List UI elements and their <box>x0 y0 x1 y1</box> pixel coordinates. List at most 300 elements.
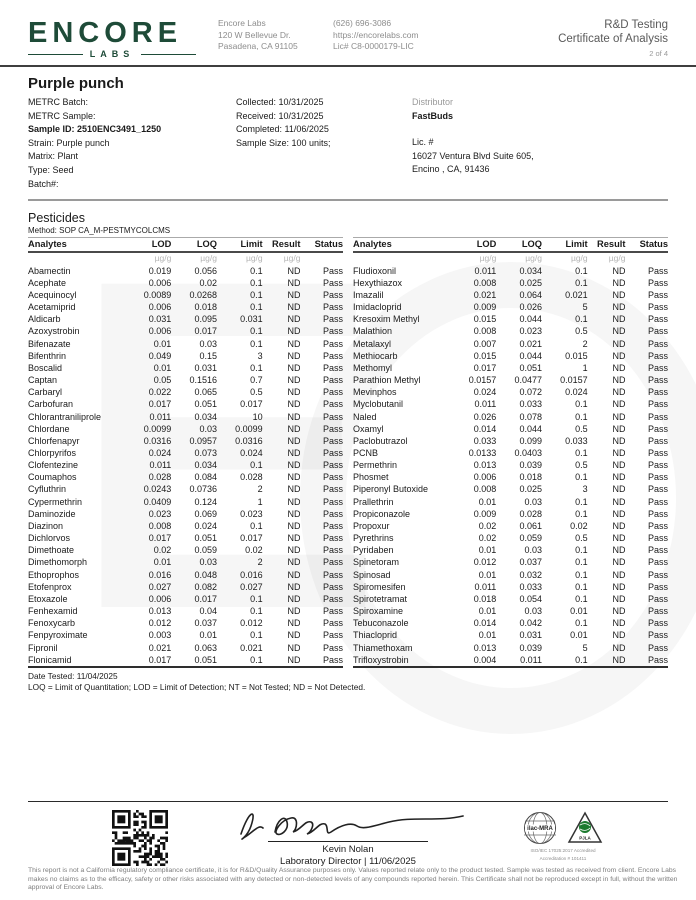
result-value: ND <box>612 435 626 446</box>
unit-lod: µg/g <box>479 253 497 264</box>
table-row <box>28 532 343 544</box>
loq-value: 0.124 <box>194 496 217 507</box>
table-row <box>28 398 343 410</box>
status-value: Pass <box>322 448 343 458</box>
table-row <box>353 374 668 386</box>
analyte-name: Azoxystrobin <box>28 326 80 337</box>
lod-value: 0.01 <box>153 338 172 349</box>
limit-value: 0.1 <box>575 448 588 458</box>
limit-value: 0.033 <box>565 435 588 446</box>
status-value: Pass <box>322 277 343 288</box>
table-row <box>28 338 343 350</box>
analyte-name: Myclobutanil <box>353 399 404 410</box>
result-value: ND <box>612 606 626 617</box>
lod-value: 0.012 <box>148 618 172 629</box>
lod-value: 0.011 <box>474 265 497 276</box>
loq-value: 0.065 <box>194 387 217 398</box>
limit-value: 5 <box>582 302 588 313</box>
lod-value: 0.004 <box>473 654 497 665</box>
loq-value: 0.037 <box>194 618 217 629</box>
lod-value: 0.02 <box>478 520 497 531</box>
analyte-name: Carbaryl <box>28 387 63 398</box>
analyte-name: Carbofuran <box>28 399 74 410</box>
table-row <box>353 569 668 581</box>
analyte-name: Dimethoate <box>28 545 75 556</box>
loq-value: 0.072 <box>519 387 542 398</box>
lod-value: 0.023 <box>148 508 172 519</box>
result-value: ND <box>287 387 301 398</box>
table-row <box>353 581 668 593</box>
loq-value: 0.095 <box>194 314 217 325</box>
status-value: Pass <box>647 277 668 288</box>
table-row <box>353 629 668 641</box>
table-row <box>353 435 668 447</box>
lod-value: 0.021 <box>148 642 172 653</box>
analyte-name: Malathion <box>353 326 393 337</box>
loq-value: 0.078 <box>519 411 542 422</box>
result-value: ND <box>287 448 301 458</box>
status-value: Pass <box>322 654 343 665</box>
analyte-name: Methiocarb <box>353 350 398 361</box>
lod-value: 0.006 <box>473 472 497 483</box>
result-value: ND <box>287 606 301 617</box>
lod-value: 0.011 <box>474 399 497 410</box>
result-value: ND <box>612 654 626 665</box>
analyte-name: Daminozide <box>28 508 76 519</box>
qr-code <box>112 810 168 866</box>
loq-value: 0.0477 <box>514 375 542 386</box>
limit-value: 2 <box>257 484 263 495</box>
loq-value: 0.054 <box>519 593 542 604</box>
result-value: ND <box>287 533 301 544</box>
limit-value: 0.1 <box>250 289 263 300</box>
result-value: ND <box>287 654 301 665</box>
lod-value: 0.021 <box>473 289 497 300</box>
status-value: Pass <box>322 411 343 422</box>
result-value: ND <box>612 642 626 653</box>
result-value: ND <box>612 460 626 471</box>
limit-value: 0.02 <box>570 520 588 531</box>
table-row <box>28 508 343 520</box>
analyte-name: Ethoprophos <box>28 569 80 580</box>
loq-value: 0.02 <box>199 277 217 288</box>
loq-value: 0.034 <box>519 265 542 276</box>
analyte-name: Spinetoram <box>353 557 400 568</box>
status-value: Pass <box>647 508 668 519</box>
lod-value: 0.006 <box>148 302 172 313</box>
lod-value: 0.0099 <box>143 423 172 434</box>
lod-value: 0.007 <box>473 338 497 349</box>
limit-value: 0.1 <box>575 399 588 410</box>
lod-value: 0.026 <box>473 411 497 422</box>
status-value: Pass <box>322 375 343 386</box>
table-row <box>28 301 343 313</box>
loq-value: 0.034 <box>194 411 217 422</box>
analyte-name: Fenpyroximate <box>28 630 88 641</box>
loq-value: 0.073 <box>194 448 217 458</box>
analyte-name: Coumaphos <box>28 472 77 483</box>
result-value: ND <box>612 277 626 288</box>
result-value: ND <box>612 484 626 495</box>
loq-value: 0.023 <box>519 326 542 337</box>
result-value: ND <box>287 642 301 653</box>
analyte-name: Dichlorvos <box>28 533 71 544</box>
limit-value: 0.1 <box>250 362 263 373</box>
table-row <box>353 508 668 520</box>
result-value: ND <box>287 545 301 556</box>
loq-value: 0.017 <box>194 326 217 337</box>
result-value: ND <box>287 277 301 288</box>
limit-value: 0.1 <box>250 654 263 665</box>
table-row <box>353 313 668 325</box>
limit-value: 0.1 <box>575 654 588 665</box>
limit-value: 0.028 <box>240 472 263 483</box>
lod-value: 0.01 <box>478 569 497 580</box>
table-row <box>353 605 668 617</box>
logo-labs-text: LABS <box>89 49 135 59</box>
table-row <box>28 435 343 447</box>
table-row <box>353 338 668 350</box>
lod-value: 0.024 <box>148 448 172 458</box>
lod-value: 0.02 <box>478 533 497 544</box>
limit-value: 0.1 <box>575 593 588 604</box>
pesticides-section-title: Pesticides <box>28 211 85 226</box>
analyte-name: Paclobutrazol <box>353 435 408 446</box>
status-value: Pass <box>322 387 343 398</box>
sample-field: METRC Sample: <box>28 110 96 121</box>
status-value: Pass <box>647 557 668 568</box>
lod-value: 0.017 <box>473 362 497 373</box>
signer-name: Kevin Nolan <box>322 844 374 855</box>
table-row <box>353 301 668 313</box>
analyte-name: Boscalid <box>28 362 63 373</box>
status-value: Pass <box>322 484 343 495</box>
report-title-block <box>558 18 668 58</box>
analyte-name: Pyrethrins <box>353 533 394 544</box>
col-result: Result <box>263 238 301 253</box>
sample-field: Completed: 11/06/2025 <box>236 124 329 135</box>
limit-value: 0.024 <box>565 387 588 398</box>
table-header-row <box>353 238 668 253</box>
result-value: ND <box>612 569 626 580</box>
lod-value: 0.008 <box>473 484 497 495</box>
analyte-name: Oxamyl <box>353 423 384 434</box>
loq-value: 0.032 <box>519 569 542 580</box>
analyte-name: Trifloxystrobin <box>353 654 409 665</box>
limit-value: 0.1 <box>575 545 588 556</box>
limit-value: 1 <box>257 496 263 507</box>
signature-block <box>208 798 488 868</box>
lod-value: 0.033 <box>473 435 497 446</box>
col-limit: Limit <box>217 238 263 253</box>
page-number: 2 of 4 <box>649 49 668 58</box>
analyte-name: Chlordane <box>28 423 70 434</box>
result-value: ND <box>612 350 626 361</box>
result-value: ND <box>612 448 626 458</box>
logo-rule-right <box>141 54 196 55</box>
lod-value: 0.017 <box>148 533 172 544</box>
abbreviation-definitions: LOQ = Limit of Quantitation; LOD = Limit of Detection; NT = Not Tested; ND = Not Detected. <box>28 681 366 692</box>
result-value: ND <box>612 399 626 410</box>
loq-value: 0.033 <box>519 399 542 410</box>
lod-value: 0.015 <box>473 314 497 325</box>
loq-value: 0.069 <box>194 508 217 519</box>
result-value: ND <box>612 533 626 544</box>
result-value: ND <box>287 326 301 337</box>
analyte-name: Captan <box>28 375 58 386</box>
col-status: Status <box>300 238 343 253</box>
limit-value: 0.1 <box>575 581 588 592</box>
table-row <box>353 642 668 654</box>
table-row <box>353 277 668 289</box>
analyte-name: Spiroxamine <box>353 606 404 617</box>
table-row <box>353 520 668 532</box>
status-value: Pass <box>647 338 668 349</box>
status-value: Pass <box>322 606 343 617</box>
lod-value: 0.008 <box>473 326 497 337</box>
status-value: Pass <box>322 289 343 300</box>
analyte-name: Imazalil <box>353 289 384 300</box>
lod-value: 0.019 <box>148 265 172 276</box>
limit-value: 0.7 <box>250 375 263 386</box>
status-value: Pass <box>322 265 343 276</box>
lod-value: 0.012 <box>473 557 497 568</box>
analyte-name: Cyfluthrin <box>28 484 67 495</box>
analyte-name: Chlorpyrifos <box>28 448 77 458</box>
sample-field: Type: Seed <box>28 164 74 175</box>
unit-limit: µg/g <box>245 253 263 264</box>
status-value: Pass <box>322 350 343 361</box>
status-value: Pass <box>647 387 668 398</box>
analyte-name: Propiconazole <box>353 508 411 519</box>
loq-value: 0.099 <box>519 435 542 446</box>
loq-value: 0.026 <box>519 302 542 313</box>
lod-value: 0.01 <box>478 496 497 507</box>
analyte-name: Propoxur <box>353 520 390 531</box>
limit-value: 0.01 <box>570 606 588 617</box>
lod-value: 0.031 <box>148 314 172 325</box>
status-value: Pass <box>322 326 343 337</box>
result-value: ND <box>287 630 301 641</box>
result-value: ND <box>287 496 301 507</box>
pesticides-tables <box>28 237 668 668</box>
status-value: Pass <box>322 423 343 434</box>
result-value: ND <box>612 545 626 556</box>
encore-labs-logo <box>28 18 196 59</box>
loq-value: 0.084 <box>194 472 217 483</box>
lab-phone: (626) 696-3086 <box>333 18 392 28</box>
loq-value: 0.051 <box>519 362 542 373</box>
status-value: Pass <box>322 557 343 568</box>
lod-value: 0.013 <box>473 460 497 471</box>
lod-value: 0.009 <box>473 508 497 519</box>
table-row <box>353 459 668 471</box>
limit-value: 0.1 <box>575 618 588 629</box>
lod-value: 0.015 <box>473 350 497 361</box>
loq-value: 0.051 <box>194 654 217 665</box>
loq-value: 0.082 <box>194 581 217 592</box>
table-row <box>353 350 668 362</box>
lod-value: 0.0133 <box>468 448 497 458</box>
limit-value: 0.1 <box>250 520 263 531</box>
loq-value: 0.033 <box>519 581 542 592</box>
limit-value: 0.5 <box>575 460 588 471</box>
loq-value: 0.021 <box>519 338 542 349</box>
table-row <box>353 362 668 374</box>
loq-value: 0.028 <box>519 508 542 519</box>
table-row <box>28 569 343 581</box>
col-analytes: Analytes <box>28 238 126 253</box>
analyte-name: Imidacloprid <box>353 302 402 313</box>
result-value: ND <box>612 423 626 434</box>
result-value: ND <box>287 411 301 422</box>
analyte-name: Prallethrin <box>353 496 394 507</box>
status-value: Pass <box>322 545 343 556</box>
table-row <box>28 483 343 495</box>
table-row <box>353 398 668 410</box>
analyte-name: Etofenprox <box>28 581 72 592</box>
loq-value: 0.051 <box>194 399 217 410</box>
lod-value: 0.02 <box>153 545 172 556</box>
table-row <box>28 350 343 362</box>
lod-value: 0.016 <box>148 569 172 580</box>
loq-value: 0.044 <box>519 350 542 361</box>
result-value: ND <box>612 265 626 276</box>
limit-value: 0.1 <box>250 338 263 349</box>
lod-value: 0.009 <box>473 302 497 313</box>
result-value: ND <box>287 460 301 471</box>
status-value: Pass <box>647 472 668 483</box>
analyte-name: Kresoxim Methyl <box>353 314 420 325</box>
disclaimer-text: This report is not a California regulatory compliance certificate, it is for R&D/Quality Assurance purposes only. Values reported relate only to the product tested. Sample was tested as received from client. Encore Labs makes no claims as to the efficacy, safety or other risks associated with any detected or non-detected levels of any compounds reported herein. This Certificate shall not be reproduced except in full, without the written approval of Encore Labs. <box>28 867 678 892</box>
loq-value: 0.042 <box>519 618 542 629</box>
unit-loq: µg/g <box>200 253 217 264</box>
lod-value: 0.022 <box>148 387 172 398</box>
limit-value: 3 <box>257 350 263 361</box>
loq-value: 0.044 <box>519 314 542 325</box>
table-row <box>28 447 343 459</box>
table-row <box>28 459 343 471</box>
status-value: Pass <box>322 338 343 349</box>
limit-value: 0.1 <box>575 508 588 519</box>
status-value: Pass <box>647 569 668 580</box>
table-row <box>353 532 668 544</box>
analyte-name: Clofentezine <box>28 460 79 471</box>
analyte-name: Abamectin <box>28 265 71 276</box>
lod-value: 0.0409 <box>143 496 172 507</box>
result-value: ND <box>287 508 301 519</box>
loq-value: 0.15 <box>199 350 217 361</box>
distributor-block <box>412 96 668 191</box>
status-value: Pass <box>647 399 668 410</box>
result-value: ND <box>287 338 301 349</box>
status-value: Pass <box>647 642 668 653</box>
loq-value: 0.018 <box>194 302 217 313</box>
col-lod: LOD <box>451 238 497 253</box>
limit-value: 0.1 <box>575 496 588 507</box>
table-row <box>28 277 343 289</box>
loq-value: 0.059 <box>519 533 542 544</box>
loq-value: 0.03 <box>199 423 217 434</box>
lod-value: 0.008 <box>473 277 497 288</box>
limit-value: 10 <box>252 411 263 422</box>
result-value: ND <box>612 326 626 337</box>
limit-value: 0.024 <box>240 448 263 458</box>
signer-title: Laboratory Director | 11/06/2025 <box>280 856 416 867</box>
loq-value: 0.01 <box>199 630 217 641</box>
limit-value: 0.1 <box>575 265 588 276</box>
status-value: Pass <box>647 581 668 592</box>
limit-value: 0.017 <box>240 533 263 544</box>
table-row <box>353 325 668 337</box>
distributor-license-label: Lic. # <box>412 137 434 148</box>
analyte-name: Parathion Methyl <box>353 375 421 386</box>
lab-street: 120 W Bellevue Dr. <box>218 29 291 40</box>
status-value: Pass <box>322 581 343 592</box>
result-value: ND <box>287 581 301 592</box>
status-value: Pass <box>322 362 343 373</box>
lab-city: Pasadena, CA 91105 <box>218 41 298 51</box>
loq-value: 0.024 <box>194 520 217 531</box>
table-row <box>28 374 343 386</box>
loq-value: 0.031 <box>519 630 542 641</box>
result-value: ND <box>612 520 626 531</box>
analyte-name: Cypermethrin <box>28 496 83 507</box>
limit-value: 0.016 <box>240 569 263 580</box>
loq-value: 0.04 <box>199 606 217 617</box>
status-value: Pass <box>647 484 668 495</box>
status-value: Pass <box>647 289 668 300</box>
limit-value: 0.1 <box>575 557 588 568</box>
report-type: R&D Testing <box>604 19 668 31</box>
loq-value: 0.0403 <box>514 448 542 458</box>
lod-value: 0.028 <box>148 472 172 483</box>
limit-value: 5 <box>582 642 588 653</box>
status-value: Pass <box>647 423 668 434</box>
table-row <box>353 411 668 423</box>
analyte-name: Acequinocyl <box>28 289 77 300</box>
lod-value: 0.011 <box>149 460 172 471</box>
loq-value: 0.03 <box>524 606 542 617</box>
table-row <box>28 605 343 617</box>
limit-value: 0.5 <box>575 326 588 337</box>
limit-value: 0.5 <box>250 387 263 398</box>
table-row <box>353 654 668 667</box>
result-value: ND <box>612 375 626 386</box>
table-row <box>28 265 343 277</box>
sample-field: Collected: 10/31/2025 <box>236 97 324 107</box>
loq-value: 0.0736 <box>189 484 217 495</box>
status-value: Pass <box>647 545 668 556</box>
report-header <box>0 0 696 67</box>
limit-value: 0.027 <box>240 581 263 592</box>
analyte-name: Flonicamid <box>28 654 72 665</box>
result-value: ND <box>612 508 626 519</box>
lab-name: Encore Labs <box>218 18 266 28</box>
table-row <box>28 313 343 325</box>
limit-value: 0.1 <box>250 460 263 471</box>
svg-text:ilac-MRA: ilac-MRA <box>527 826 553 832</box>
status-value: Pass <box>647 460 668 471</box>
lod-value: 0.01 <box>153 362 172 373</box>
table-row <box>353 556 668 568</box>
limit-value: 3 <box>582 484 588 495</box>
analyte-name: Thiacloprid <box>353 630 398 641</box>
table-row <box>353 447 668 459</box>
status-value: Pass <box>647 533 668 544</box>
limit-value: 0.02 <box>245 545 263 556</box>
result-value: ND <box>612 289 626 300</box>
